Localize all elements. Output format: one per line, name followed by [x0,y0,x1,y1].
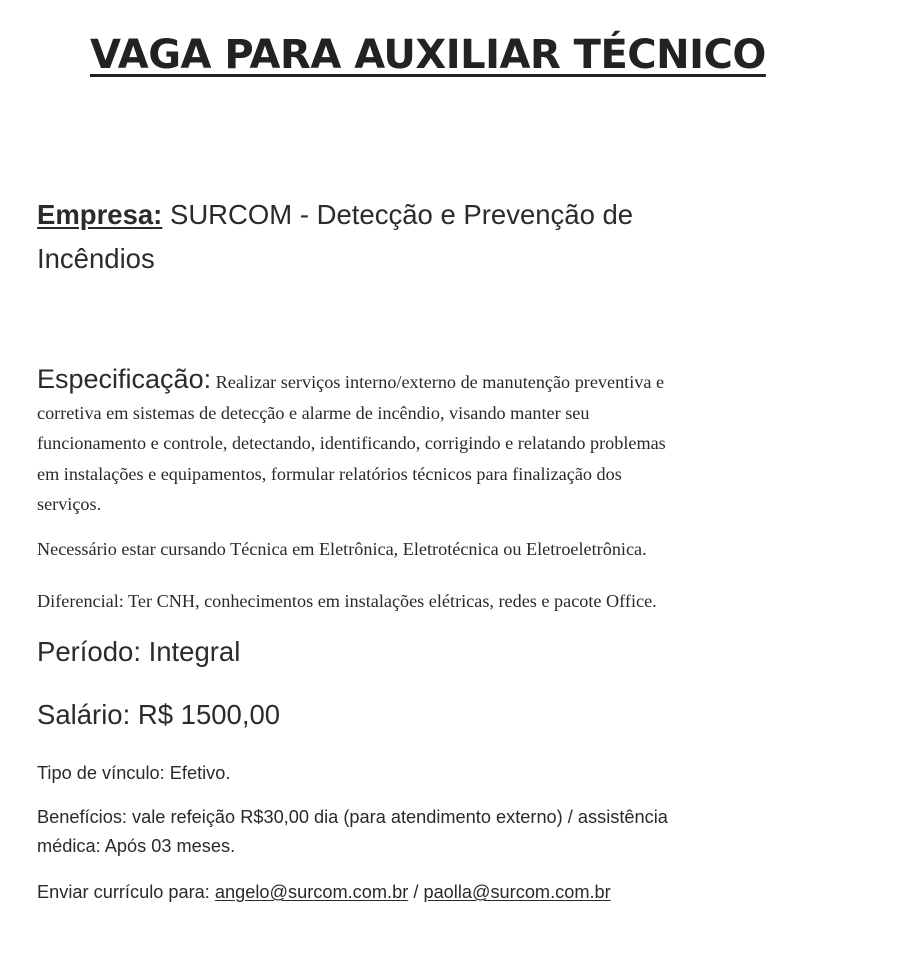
specification-label: Especificação: [37,364,212,394]
specification-line: serviços. [37,494,102,514]
company-label: Empresa: [37,199,163,230]
specification-line: em instalações e equipamentos, formular relatórios técnicos para finalização dos [37,463,622,484]
specification-line: funcionamento e controle, detectando, identificando, corrigindo e relatando problemas [37,433,666,453]
salary-text: Salário: R$ 1500,00 [37,699,281,730]
benefits-line: Benefícios: vale refeição R$30,00 dia (para atendimento externo) / assistência [37,807,668,827]
period-text: Período: Integral [37,636,241,667]
email-link-paolla[interactable]: paolla@surcom.com.br [423,882,611,902]
specification-section [37,364,827,520]
email-link-angelo[interactable]: angelo@surcom.com.br [214,882,409,902]
benefits-section [37,803,837,861]
benefits-line: médica: Após 03 meses. [37,836,236,856]
company-name-line2: Incêndios [37,243,155,274]
contact-section [37,878,837,907]
differential-text: Diferencial: Ter CNH, conhecimentos em instalações elétricas, redes e pacote Office. [37,591,657,611]
contract-type-text: Tipo de vínculo: Efetivo. [37,763,231,783]
specification-line: Realizar serviços interno/externo de manutenção preventiva e [215,372,665,392]
contact-label: Enviar currículo para: [37,882,210,902]
company-section [37,193,817,281]
company-name-line1: SURCOM - Detecção e Prevenção de [169,199,634,230]
specification-line: corretiva em sistemas de detecção e alarme de incêndio, visando manter seu [37,402,590,423]
requirement-text: Necessário estar cursando Técnica em Eletrônica, Eletrotécnica ou Eletroeletrônica. [37,539,647,559]
email-separator: / [413,882,419,902]
page-title: VAGA PARA AUXILIAR TÉCNICO [90,32,766,78]
